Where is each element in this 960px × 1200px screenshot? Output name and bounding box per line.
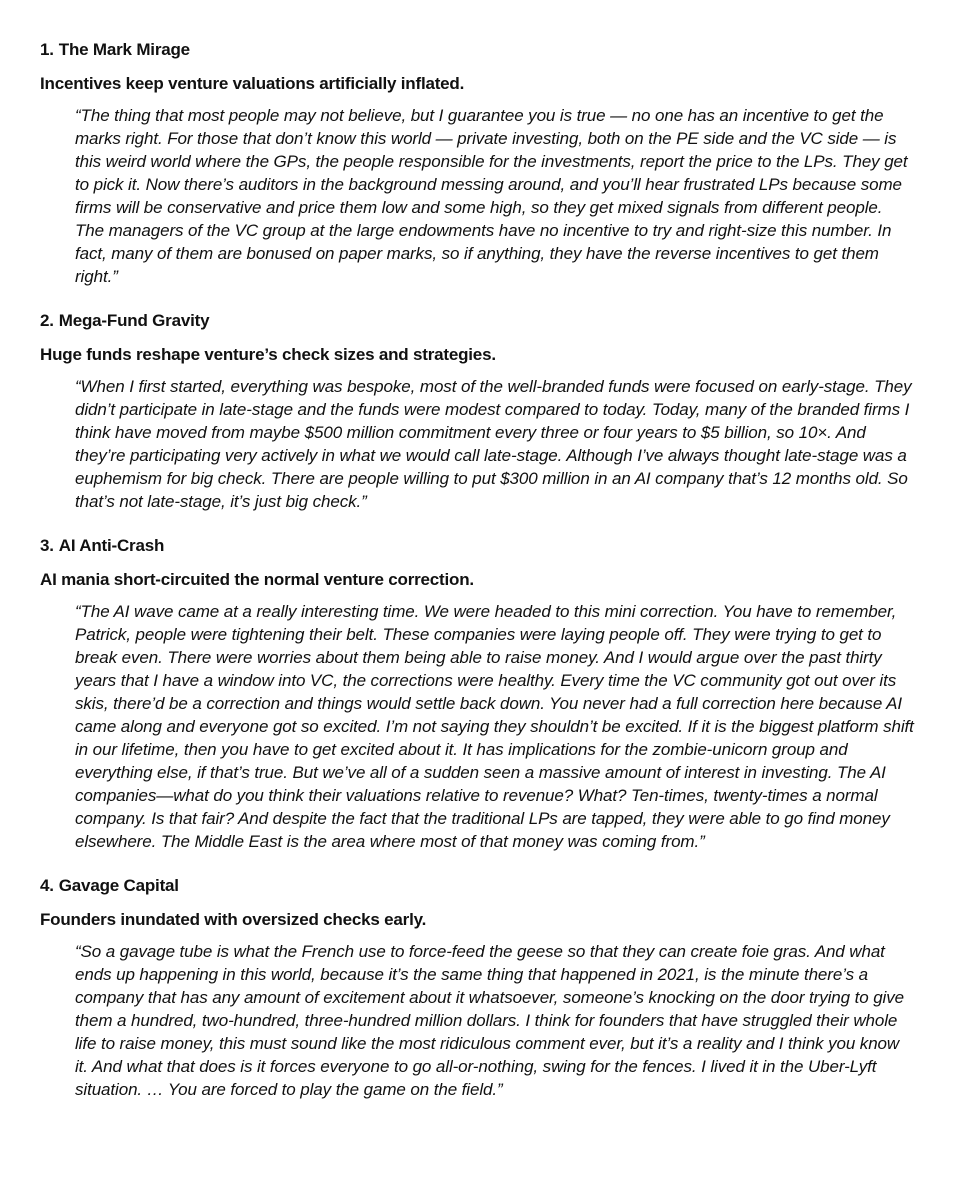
section-mark-mirage: [40, 38, 920, 288]
section-summary: Founders inundated with oversized checks early.: [40, 910, 427, 929]
section-gavage-capital: [40, 874, 920, 1101]
section-number: 4.: [40, 876, 54, 895]
section-quote: “When I first started, everything was bespoke, most of the well-branded funds were focused on early-stage. They didn’t participate in late-stage and the funds were modest compared to today. Today, many of the branded firms I think have moved from maybe $500 million commitment every three or four years to $5 billion, so 10×. And they’re participating very actively in what we would call late-stage. Although I’ve always thought late-stage was a euphemism for big check. There are people willing to put $300 million in an AI company that’s 12 months old. So that’s not late-stage, it’s just big check.”: [75, 377, 912, 511]
section-mega-fund-gravity: [40, 309, 920, 513]
section-title: The Mark Mirage: [58, 40, 190, 59]
section-quote: “The thing that most people may not believe, but I guarantee you is true — no one has an incentive to get the marks right. For those that don’t know this world — private investing, both on the PE side and the VC side — is this weird world where the GPs, the people responsible for the investments, report the price to the LPs. They get to pick it. Now there’s auditors in the background messing around, and you’ll hear frustrated LPs because some firms will be conservative and price them low and some high, so they get mixed signals from different people. The managers of the VC group at the large endowments have no incentive to try and right-size this number. In fact, many of them are bonused on paper marks, so if anything, they have the reverse incentives to get them right.”: [75, 106, 908, 286]
section-summary: Huge funds reshape venture’s check sizes and strategies.: [40, 345, 496, 364]
section-summary: AI mania short-circuited the normal venture correction.: [40, 570, 474, 589]
section-number: 3.: [40, 536, 54, 555]
section-quote: “So a gavage tube is what the French use to force-feed the geese so that they can create foie gras. And what ends up happening in this world, because it’s the same thing that happened in 2021, is the minute there’s a company that has any amount of excitement about it whatsoever, someone’s knocking on the door trying to give them a hundred, two-hundred, three-hundred million dollars. I think for founders that have struggled their whole life to raise money, this must sound like the most ridiculous comment ever, but it’s a reality and I think you know it. And what that does is it forces everyone to go all-or-nothing, swing for the fences. I lived it in the Uber-Lyft situation. … You are forced to play the game on the field.”: [75, 942, 904, 1099]
section-number: 2.: [40, 311, 54, 330]
section-title: Mega-Fund Gravity: [58, 311, 210, 330]
section-quote: “The AI wave came at a really interesting time. We were headed to this mini correction. You have to remember, Patrick, people were tightening their belt. These companies were laying people off. They were trying to get to break even. There were worries about them being able to raise money. And I would argue over the past thirty years that I have a window into VC, the corrections were healthy. Every time the VC community got out over its skis, there’d be a correction and things would settle back down. You never had a full correction here because AI came along and everyone got so excited. I’m not saying they shouldn’t be excited. If it is the biggest platform shift in our lifetime, then you have to get excited about it. It has implications for the zombie-unicorn group and everything else, if that’s true. But we’ve all of a sudden seen a massive amount of interest in investing. The AI companies—what do you think their valuations relative to revenue? What? Ten-times, twenty-times a normal company. Is that fair? And despite the fact that the traditional LPs are tapped, they were able to go find money elsewhere. The Middle East is the area where most of that money was coming from.”: [75, 602, 914, 851]
section-heading: [40, 38, 920, 62]
section-title: AI Anti-Crash: [58, 536, 165, 555]
section-ai-anti-crash: [40, 534, 920, 853]
section-heading: [40, 309, 920, 333]
section-heading: [40, 534, 920, 558]
section-title: Gavage Capital: [58, 876, 179, 895]
section-number: 1.: [40, 40, 54, 59]
section-summary: Incentives keep venture valuations artificially inflated.: [40, 74, 465, 93]
section-heading: [40, 874, 920, 898]
